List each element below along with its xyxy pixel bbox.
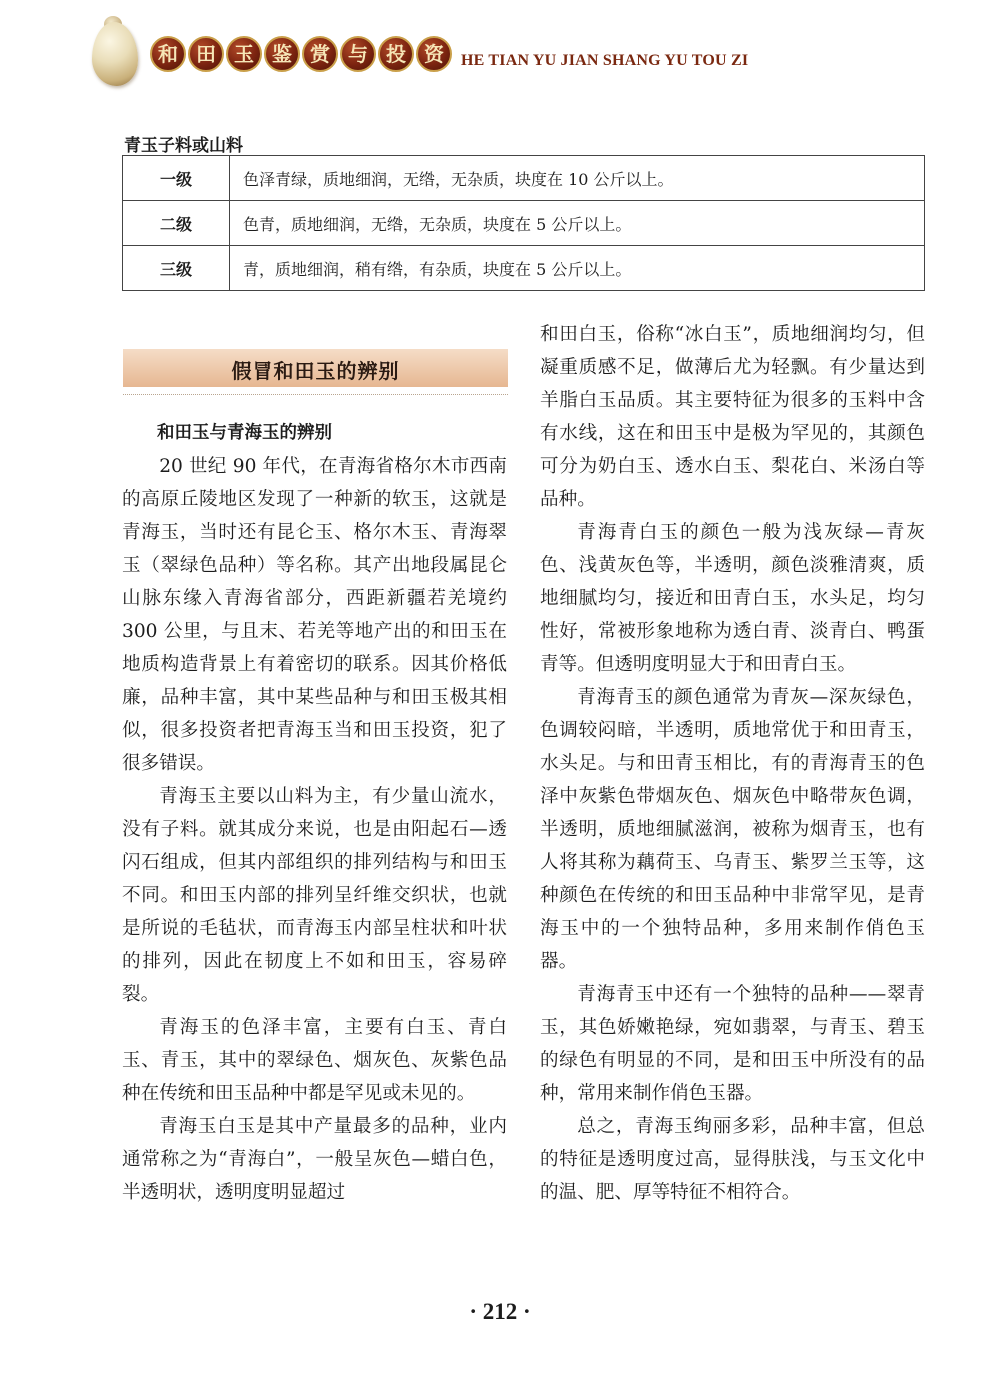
table-caption: 青玉子料或山料 <box>124 136 243 156</box>
paragraph-continuation: 和田白玉，俗称“冰白玉”，质地细润均匀，但凝重质感不足，做薄后尤为轻飘。有少量达到羊脂白玉品质。其主要特征为很多的玉料中含有水线，这在和田玉中是极为罕见的，其颜色可分为奶白玉、透水白玉、梨花白、米汤白等品种。 <box>540 324 925 510</box>
page-number: · 212 · <box>469 1299 531 1324</box>
title-seal-char: 投 <box>378 36 414 72</box>
title-seal-char: 和 <box>150 36 186 72</box>
title-seal-char: 玉 <box>226 36 262 72</box>
paragraph: 20 世纪 90 年代，在青海省格尔木市西南的高原丘陵地区发现了一种新的软玉，这就是青海玉，当时还有昆仑玉、格尔木玉、青海翠玉（翠绿色品种）等名称。其产出地段属昆仑山脉东缘入青海省部分，西距新疆若羌境约 300 公里，与且末、若羌等地产出的和田玉在地质构造背景上有着密切的联系。因其价格低廉，品种丰富，其中某些品种与和田玉极其相似，很多投资者把青海玉当和田玉投资，犯了很多错误。 <box>122 456 507 774</box>
title-seal-char: 赏 <box>302 36 338 72</box>
grade-cell: 一级 <box>123 156 230 201</box>
subsection-heading: 和田玉与青海玉的辨别 <box>157 423 332 443</box>
grade-table <box>122 155 925 291</box>
paragraph: 青海青白玉的颜色一般为浅灰绿—青灰色、浅黄灰色等，半透明，颜色淡雅清爽，质地细腻均匀，接近和田青白玉，水头足，均匀性好，常被形象地称为透白青、淡青白、鸭蛋青等。但透明度明显大于和田青白玉。 <box>540 522 925 675</box>
page-header <box>0 0 1000 100</box>
table-row <box>123 201 925 246</box>
title-seal-char: 与 <box>340 36 376 72</box>
right-text-column <box>540 318 925 1209</box>
description-cell: 色泽青绿，质地细润，无绺，无杂质，块度在 10 公斤以上。 <box>230 156 925 201</box>
jade-ornament-image <box>92 22 138 86</box>
description-cell: 色青，质地细润，无绺，无杂质，块度在 5 公斤以上。 <box>230 201 925 246</box>
table-row <box>123 246 925 291</box>
paragraph: 总之，青海玉绚丽多彩，品种丰富，但总的特征是透明度过高，显得肤浅，与玉文化中的温、肥、厚等特征不相符合。 <box>540 1116 925 1203</box>
section-divider <box>123 394 508 395</box>
paragraph: 青海玉白玉是其中产量最多的品种，业内通常称之为“青海白”，一般呈灰色—蜡白色，半透明状，透明度明显超过 <box>122 1116 507 1203</box>
book-title <box>150 36 454 72</box>
title-seal-char: 鉴 <box>264 36 300 72</box>
description-cell: 青，质地细润，稍有绺，有杂质，块度在 5 公斤以上。 <box>230 246 925 291</box>
paragraph: 青海青玉的颜色通常为青灰—深灰绿色，色调较闷暗，半透明，质地常优于和田青玉，水头足。与和田青玉相比，有的青海青玉的色泽中灰紫色带烟灰色、烟灰色中略带灰色调，半透明，质地细腻滋润，被称为烟青玉，也有人将其称为藕荷玉、乌青玉、紫罗兰玉等，这种颜色在传统的和田玉品种中非常罕见，是青海玉中的一个独特品种，多用来制作俏色玉器。 <box>540 687 925 972</box>
table-row <box>123 156 925 201</box>
section-title: 假冒和田玉的辨别 <box>231 359 400 383</box>
left-text-column <box>122 417 507 1209</box>
paragraph: 青海玉主要以山料为主，有少量山流水，没有子料。就其成分来说，也是由阳起石—透闪石组成，但其内部组织的排列结构与和田玉不同。和田玉内部的排列呈纤维交织状，也就是所说的毛毡状，而青海玉内部呈柱状和叶状的排列，因此在韧度上不如和田玉，容易碎裂。 <box>122 786 507 1005</box>
paragraph: 青海青玉中还有一个独特的品种——翠青玉，其色娇嫩艳绿，宛如翡翠，与青玉、碧玉的绿色有明显的不同，是和田玉中所没有的品种，常用来制作俏色玉器。 <box>540 984 925 1104</box>
section-title-banner <box>123 349 508 387</box>
title-seal-char: 田 <box>188 36 224 72</box>
grade-cell: 三级 <box>123 246 230 291</box>
title-seal-char: 资 <box>416 36 452 72</box>
book-title-pinyin: HE TIAN YU JIAN SHANG YU TOU ZI <box>461 52 749 69</box>
paragraph: 青海玉的色泽丰富，主要有白玉、青白玉、青玉，其中的翠绿色、烟灰色、灰紫色品种在传统和田玉品种中都是罕见或未见的。 <box>122 1017 507 1104</box>
grade-cell: 二级 <box>123 201 230 246</box>
